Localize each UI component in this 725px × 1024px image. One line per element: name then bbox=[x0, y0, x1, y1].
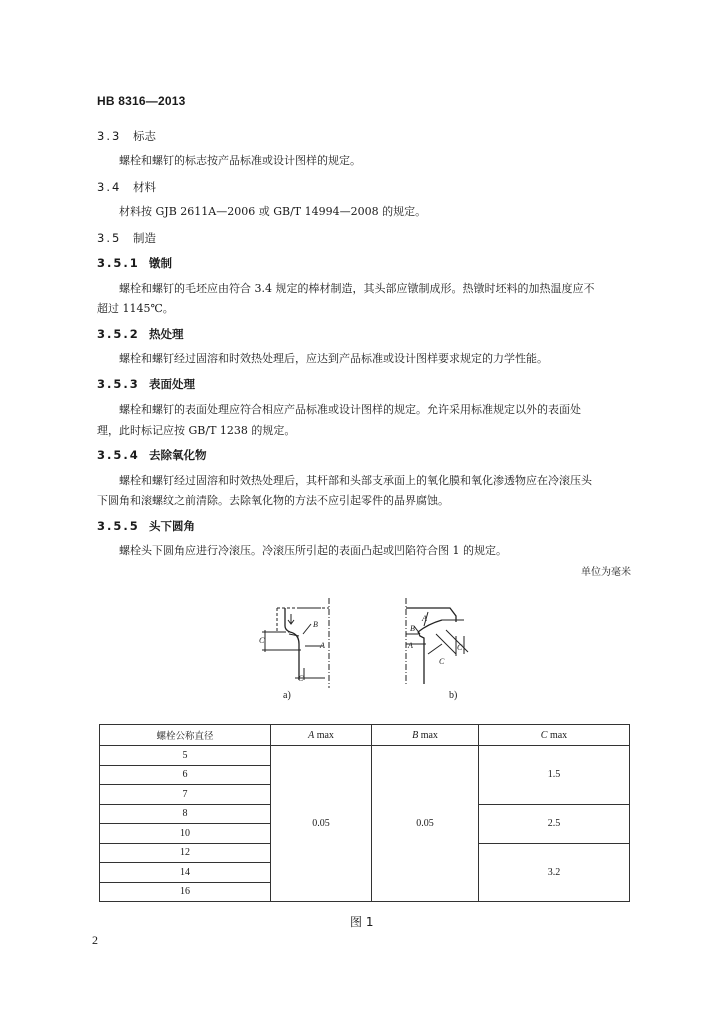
header-b-symbol: B bbox=[412, 729, 419, 741]
c-value-cell: 2.5 bbox=[479, 804, 630, 843]
section-3-5-1-line-2: 超过 1145℃。 bbox=[97, 302, 174, 315]
section-number: 3.5 bbox=[97, 231, 122, 245]
unit-note: 单位为毫米 bbox=[581, 567, 631, 578]
header-b-max-label: max bbox=[420, 729, 438, 741]
section-number: 3.5.5 bbox=[97, 519, 140, 533]
figure-b-label-c-right: C bbox=[457, 643, 463, 652]
table-header-row bbox=[100, 725, 630, 746]
figure-b-label-b: B bbox=[410, 624, 415, 633]
page-number: 2 bbox=[92, 933, 98, 947]
diameter-cell: 10 bbox=[100, 824, 271, 844]
figure-b-label-c-bottom: C bbox=[439, 657, 445, 666]
header-diameter: 螺栓公称直径 bbox=[100, 725, 271, 746]
diameter-cell: 7 bbox=[100, 785, 271, 805]
header-a-symbol: A bbox=[308, 729, 315, 741]
c-value-cell: 3.2 bbox=[479, 843, 630, 902]
section-3-5-4-line-1: 螺栓和螺钉经过固溶和时效热处理后，其杆部和头部支承面上的氧化膜和氧化渗透物应在冷滚压头 bbox=[119, 474, 592, 487]
figure-a-caption: a) bbox=[283, 690, 291, 701]
figure-b-caption: b) bbox=[449, 690, 458, 701]
figure-a-label-b: B bbox=[313, 620, 318, 629]
c-value-cell: 1.5 bbox=[479, 746, 630, 805]
section-number: 3.5.4 bbox=[97, 448, 140, 462]
section-3-5-heading bbox=[97, 230, 156, 246]
section-3-4-heading bbox=[97, 179, 156, 195]
section-number: 3.5.2 bbox=[97, 327, 140, 341]
section-title: 热处理 bbox=[149, 327, 184, 341]
a-value-cell: 0.05 bbox=[271, 746, 372, 902]
diameter-cell: 16 bbox=[100, 882, 271, 902]
section-number: 3.4 bbox=[97, 180, 122, 194]
diameter-cell: 8 bbox=[100, 804, 271, 824]
section-3-5-3-line-2: 理，此时标记应按 GB/T 1238 的规定。 bbox=[97, 424, 296, 437]
section-3-5-3-line-1: 螺栓和螺钉的表面处理应符合相应产品标准或设计图样的规定。允许采用标准规定以外的表面处 bbox=[119, 403, 581, 416]
diameter-cell: 5 bbox=[100, 746, 271, 766]
diameter-cell: 14 bbox=[100, 863, 271, 883]
section-title: 标志 bbox=[133, 129, 156, 143]
section-title: 头下圆角 bbox=[149, 519, 195, 533]
section-3-5-4-line-2: 下圆角和滚螺纹之前清除。去除氧化物的方法不应引起零件的晶界腐蚀。 bbox=[97, 494, 449, 507]
section-number: 3.5.3 bbox=[97, 377, 140, 391]
section-3-5-5-body: 螺栓头下圆角应进行冷滚压。冷滚压所引起的表面凸起或凹陷符合图 1 的规定。 bbox=[119, 544, 507, 557]
section-number: 3.3 bbox=[97, 129, 122, 143]
section-3-5-4-heading bbox=[97, 447, 207, 463]
header-a-max-label: max bbox=[316, 729, 334, 741]
header-b-max bbox=[372, 725, 479, 746]
document-code: HB 8316—2013 bbox=[97, 94, 186, 108]
section-3-5-1-heading bbox=[97, 255, 172, 271]
section-title: 材料 bbox=[133, 180, 156, 194]
figure-a-label-c-bottom: C bbox=[298, 674, 304, 683]
section-3-3-heading bbox=[97, 128, 156, 144]
section-3-5-2-heading bbox=[97, 326, 184, 342]
diameter-cell: 12 bbox=[100, 843, 271, 863]
figure-title: 图 1 bbox=[350, 915, 374, 929]
section-3-5-2-body: 螺栓和螺钉经过固溶和时效热处理后，应达到产品标准或设计图样要求规定的力学性能。 bbox=[119, 352, 548, 365]
section-title: 表面处理 bbox=[149, 377, 195, 391]
section-3-5-5-heading bbox=[97, 518, 195, 534]
section-number: 3.5.1 bbox=[97, 256, 140, 270]
table-row bbox=[100, 746, 630, 766]
section-title: 制造 bbox=[133, 231, 156, 245]
fillet-deviation-table bbox=[99, 724, 630, 902]
section-3-5-3-heading bbox=[97, 376, 195, 392]
section-title: 镦制 bbox=[149, 256, 172, 270]
figure-a-label-c-left: C bbox=[259, 636, 265, 645]
header-c-max-label: max bbox=[549, 729, 568, 741]
header-c-max bbox=[479, 725, 630, 746]
b-value-cell: 0.05 bbox=[372, 746, 479, 902]
figure-b-label-a-left: A bbox=[408, 641, 413, 650]
section-3-3-body: 螺栓和螺钉的标志按产品标准或设计图样的规定。 bbox=[119, 154, 361, 167]
section-3-4-body: 材料按 GJB 2611A—2006 或 GB/T 14994—2008 的规定。 bbox=[119, 205, 427, 218]
figure-a-label-a: A bbox=[320, 641, 325, 650]
header-a-max bbox=[271, 725, 372, 746]
figure-b-label-a-top: A bbox=[422, 614, 427, 623]
diameter-cell: 6 bbox=[100, 765, 271, 785]
section-title: 去除氧化物 bbox=[149, 448, 207, 462]
section-3-5-1-line-1: 螺栓和螺钉的毛坯应由符合 3.4 规定的棒材制造，其头部应镦制成形。热镦时坯料的加热温度应不 bbox=[119, 282, 595, 295]
header-c-symbol: C bbox=[540, 729, 548, 741]
